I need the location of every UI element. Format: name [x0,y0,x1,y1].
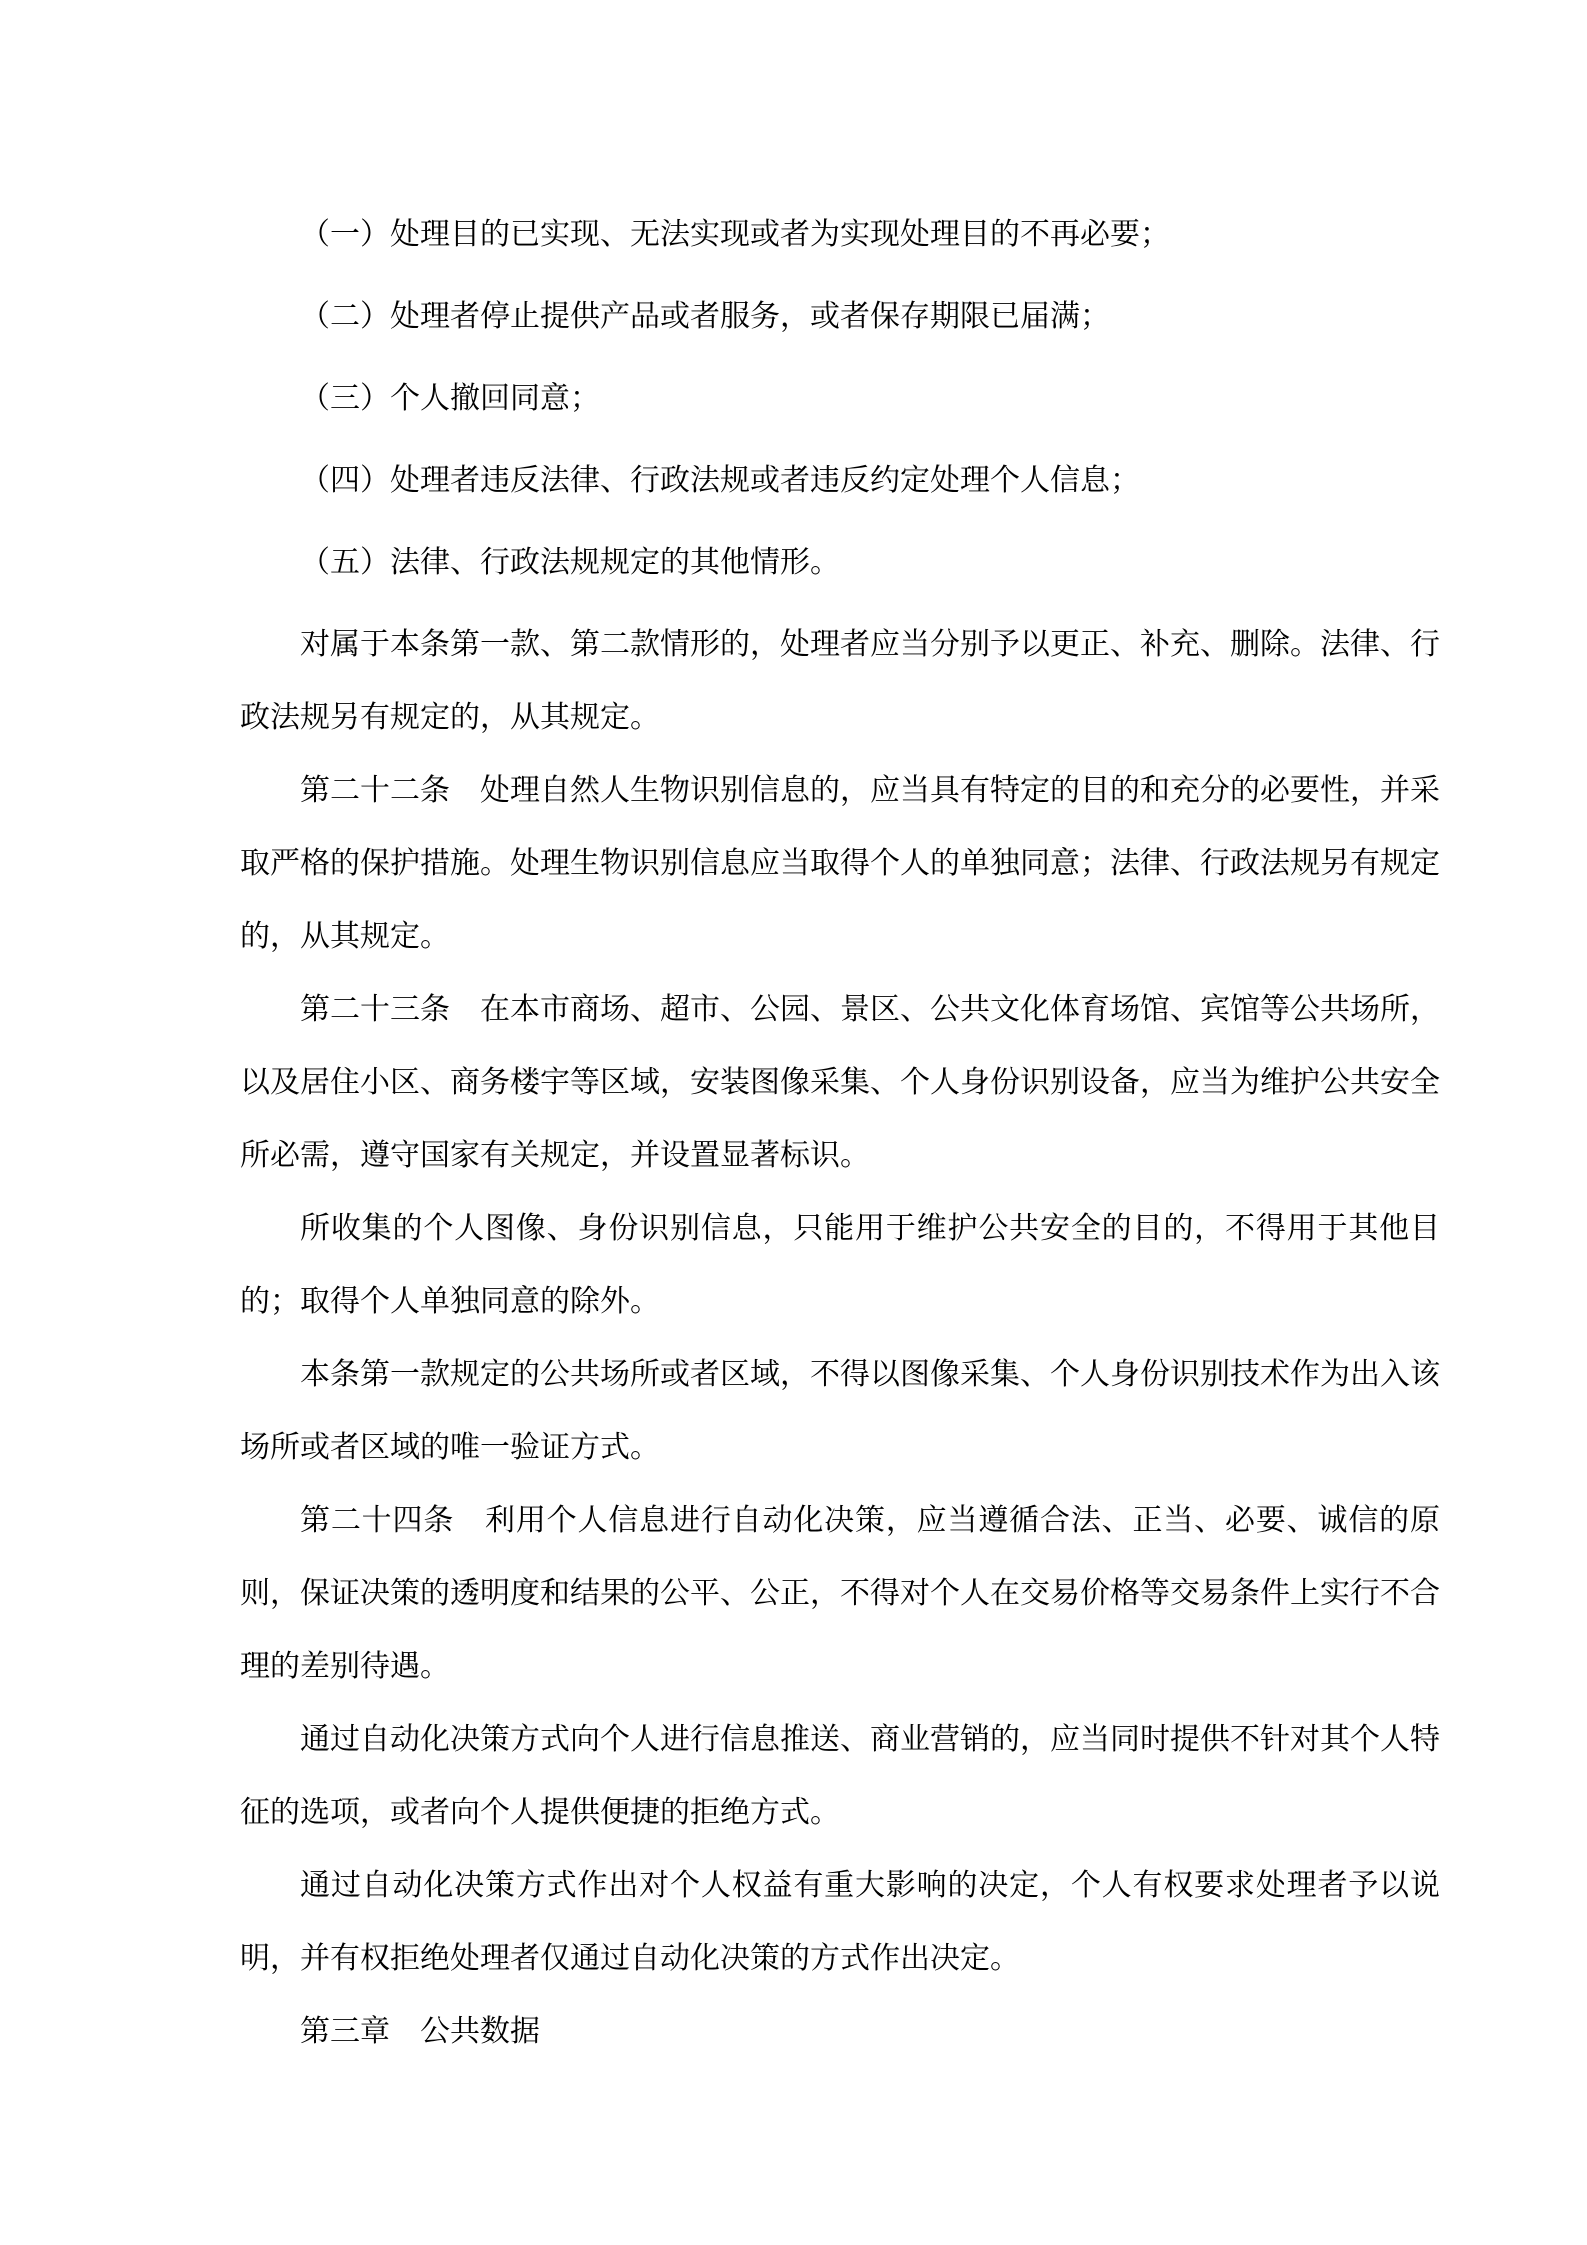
chapter-3-heading: 第三章 公共数据 [300,2015,540,2048]
list-item-3: （三）个人撤回同意； [300,382,600,415]
paragraph-article-22: 第二十二条 处理自然人生物识别信息的，应当具有特定的目的和充分的必要性，并采取严格的保护措施。处理生物识别信息应当取得个人的单独同意；法律、行政法规另有规定的，从其规定。 [240,774,1440,953]
list-item-5: （五）法律、行政法规规定的其他情形。 [300,546,840,579]
paragraph-remedies: 对属于本条第一款、第二款情形的，处理者应当分别予以更正、补充、删除。法律、行政法规另有规定的，从其规定。 [240,628,1440,734]
document-content [240,189,1440,2068]
paragraph-article-23: 第二十三条 在本市商场、超市、公园、景区、公共文化体育场馆、宾馆等公共场所，以及居住小区、商务楼宇等区域，安装图像采集、个人身份识别设备，应当为维护公共安全所必需，遵守国家有关规定，并设置显著标识。 [240,993,1440,1172]
paragraph-article-24-clause-3: 通过自动化决策方式作出对个人权益有重大影响的决定，个人有权要求处理者予以说明，并有权拒绝处理者仅通过自动化决策的方式作出决定。 [240,1869,1440,1975]
list-item-2: （二）处理者停止提供产品或者服务，或者保存期限已届满； [300,300,1110,333]
paragraph-article-24-clause-2: 通过自动化决策方式向个人进行信息推送、商业营销的，应当同时提供不针对其个人特征的选项，或者向个人提供便捷的拒绝方式。 [240,1723,1440,1829]
list-item-4: （四）处理者违反法律、行政法规或者违反约定处理个人信息； [300,464,1140,497]
paragraph-article-23-clause-2: 所收集的个人图像、身份识别信息，只能用于维护公共安全的目的，不得用于其他目的；取得个人单独同意的除外。 [240,1212,1440,1318]
paragraph-article-24: 第二十四条 利用个人信息进行自动化决策，应当遵循合法、正当、必要、诚信的原则，保证决策的透明度和结果的公平、公正，不得对个人在交易价格等交易条件上实行不合理的差别待遇。 [240,1504,1440,1683]
list-item-1: （一）处理目的已实现、无法实现或者为实现处理目的不再必要； [300,218,1170,251]
paragraph-article-23-clause-3: 本条第一款规定的公共场所或者区域，不得以图像采集、个人身份识别技术作为出入该场所或者区域的唯一验证方式。 [240,1358,1440,1464]
